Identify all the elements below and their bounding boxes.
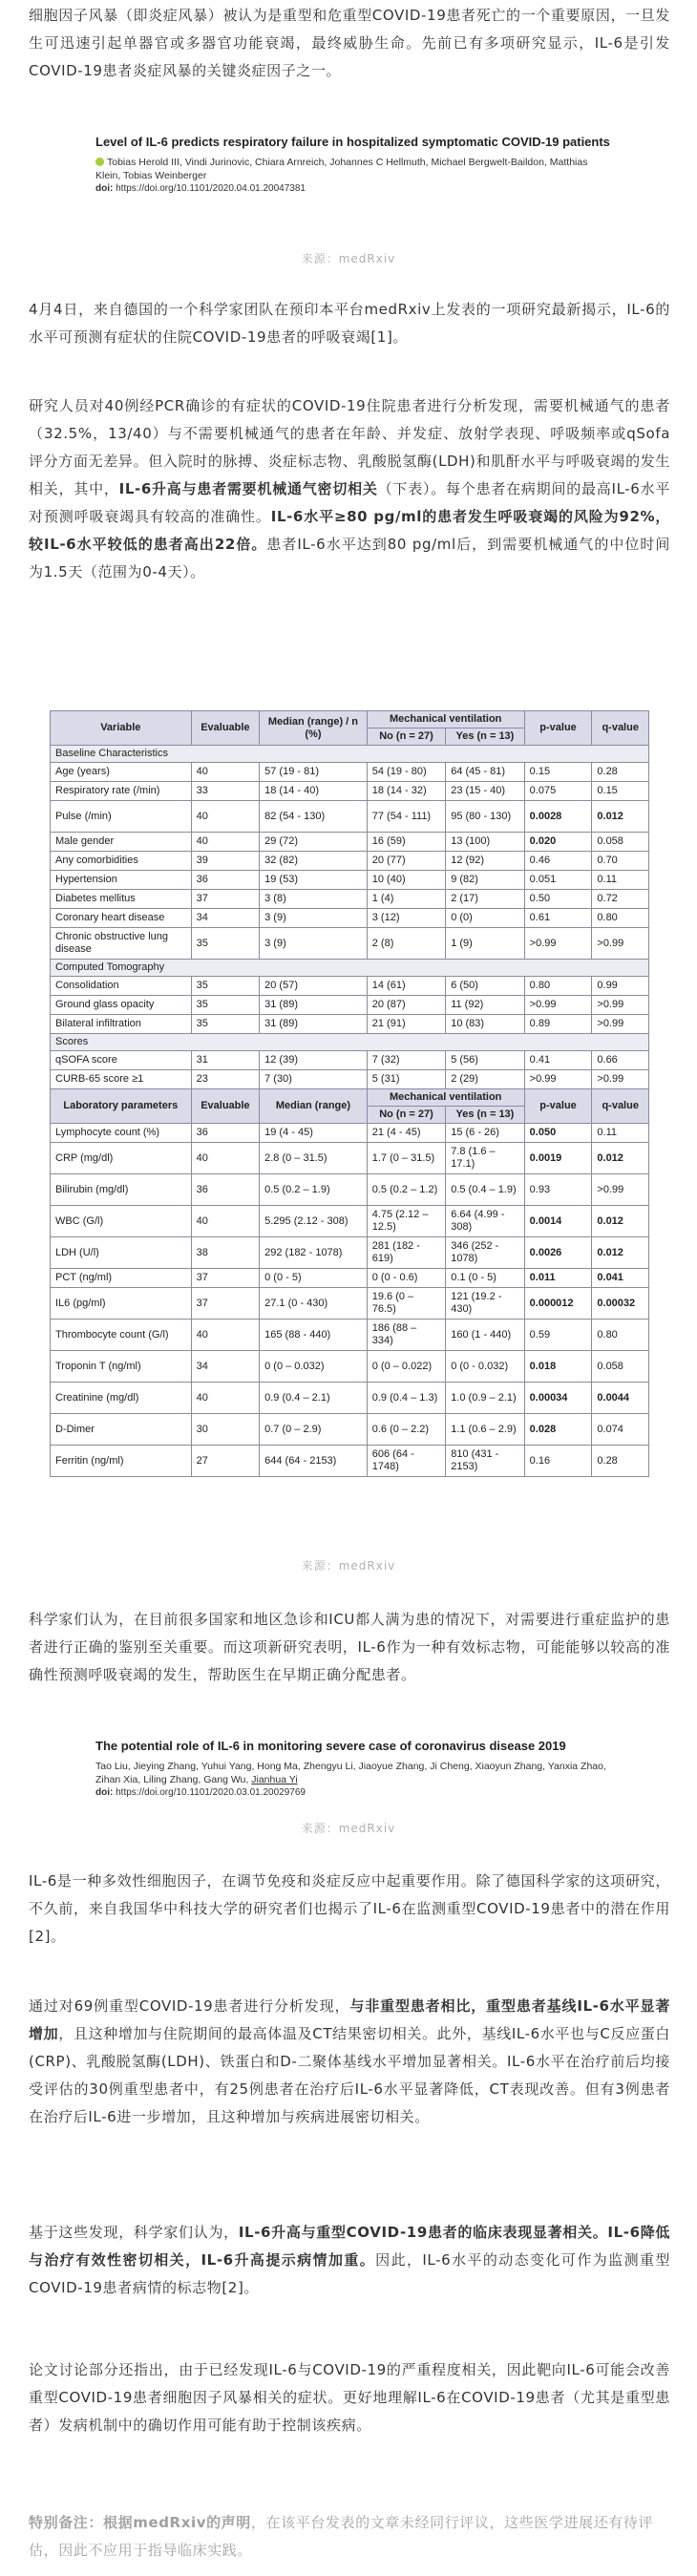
table-cell: 0 (0 – 0.032) xyxy=(260,1351,368,1383)
table-cell: Any comorbidities xyxy=(51,852,192,871)
table-cell: >0.99 xyxy=(592,996,649,1015)
table-row xyxy=(51,1124,649,1143)
table-cell: 0.15 xyxy=(592,782,649,801)
table-cell: 0.051 xyxy=(524,871,592,890)
table-cell: 0.0028 xyxy=(524,801,592,833)
table-row xyxy=(51,1015,649,1034)
paper-1-doi-link[interactable]: https://doi.org/10.1101/2020.04.01.20047381 xyxy=(116,183,306,194)
lab-header-no: No (n = 27) xyxy=(367,1107,445,1124)
table-row xyxy=(51,1174,649,1206)
table-row xyxy=(51,782,649,801)
table-cell: 39 xyxy=(191,852,260,871)
table-cell: 0.15 xyxy=(524,763,592,782)
table-cell: 19 (4 - 45) xyxy=(260,1124,368,1143)
table-cell: 292 (182 - 1078) xyxy=(260,1237,368,1269)
table-header-p: p-value xyxy=(524,711,592,746)
table-row xyxy=(51,1414,649,1446)
table-cell: 165 (88 - 440) xyxy=(260,1320,368,1351)
table-cell: 34 xyxy=(191,1351,260,1383)
table-cell: 7 (30) xyxy=(260,1070,368,1089)
table-section-title: Computed Tomography xyxy=(51,960,649,977)
paper-2-header xyxy=(95,1738,611,1800)
table-cell: 0.61 xyxy=(524,909,592,928)
table-cell: 0.93 xyxy=(524,1174,592,1206)
table-cell: Hypertension xyxy=(51,871,192,890)
table-cell: 40 xyxy=(191,833,260,852)
table-cell: Consolidation xyxy=(51,977,192,996)
lab-header-median: Median (range) xyxy=(260,1089,368,1124)
table-cell: Troponin T (ng/ml) xyxy=(51,1351,192,1383)
table-cell: 37 xyxy=(191,1269,260,1288)
table-section-row xyxy=(51,1034,649,1051)
table-cell: 27 xyxy=(191,1446,260,1477)
table-header-evaluable: Evaluable xyxy=(191,711,260,746)
table-cell: 35 xyxy=(191,977,260,996)
paper-1-title: Level of IL-6 predicts respiratory failure in hospitalized symptomatic COVID-19 patients xyxy=(95,135,610,149)
paper-1-authors: Tobias Herold III, Vindi Jurinovic, Chiara Arnreich, Johannes C Hellmuth, Michael Bergwelt-Baildon, Matthias Klein, Tobias Weinberger xyxy=(95,157,588,181)
table-cell: 810 (431 - 2153) xyxy=(446,1446,524,1477)
table-header-no: No (n = 27) xyxy=(367,728,445,746)
table-cell: 0 (0 - 0.6) xyxy=(367,1269,445,1288)
table-cell: 40 xyxy=(191,1206,260,1237)
table-cell: 10 (83) xyxy=(446,1015,524,1034)
table-cell: 19 (53) xyxy=(260,871,368,890)
table-row xyxy=(51,1351,649,1383)
table-cell: 121 (19.2 - 430) xyxy=(446,1288,524,1320)
table-row xyxy=(51,928,649,960)
table-cell: 0.011 xyxy=(524,1269,592,1288)
table-row xyxy=(51,763,649,782)
table-cell: 0.0044 xyxy=(592,1383,649,1414)
table-cell: 1.1 (0.6 – 2.9) xyxy=(446,1414,524,1446)
table-row xyxy=(51,1446,649,1477)
table-row xyxy=(51,801,649,833)
table-cell: 0.0014 xyxy=(524,1206,592,1237)
table-cell: 3 (8) xyxy=(260,890,368,909)
lab-header-mech: Mechanical ventilation xyxy=(367,1089,524,1107)
table-row xyxy=(51,833,649,852)
lab-header-evaluable: Evaluable xyxy=(191,1089,260,1124)
table-cell: 0.00034 xyxy=(524,1383,592,1414)
table-row xyxy=(51,852,649,871)
table-cell: 32 (82) xyxy=(260,852,368,871)
table-cell: >0.99 xyxy=(592,1015,649,1034)
table-cell: 5 (56) xyxy=(446,1051,524,1070)
table-cell: 0.16 xyxy=(524,1446,592,1477)
table-cell: 21 (4 - 45) xyxy=(367,1124,445,1143)
table-row xyxy=(51,1206,649,1237)
table-cell: 5 (31) xyxy=(367,1070,445,1089)
table-row xyxy=(51,996,649,1015)
table-cell: 0.70 xyxy=(592,852,649,871)
table-cell: Thrombocyte count (G/l) xyxy=(51,1320,192,1351)
table-cell: 0.11 xyxy=(592,871,649,890)
paper-1-header xyxy=(95,134,611,196)
table-cell: 40 xyxy=(191,801,260,833)
paragraph-3: 科学家们认为，在目前很多国家和地区急诊和ICU都人满为患的情况下，对需要进行重症监护的患者进行正确的鉴别至关重要。而这项新研究表明，IL-6作为一种有效标志物，可能能够以较高的准确性预测呼吸衰竭的发生，帮助医生在早期正确分配患者。 xyxy=(29,1611,670,1683)
table-row xyxy=(51,909,649,928)
table-cell: 0.0026 xyxy=(524,1237,592,1269)
table-cell: 34 xyxy=(191,909,260,928)
table-cell: 0.012 xyxy=(592,801,649,833)
table-row xyxy=(51,1070,649,1089)
table-cell: 16 (59) xyxy=(367,833,445,852)
table-cell: WBC (G/l) xyxy=(51,1206,192,1237)
table-cell: 0 (0 - 5) xyxy=(260,1269,368,1288)
table-cell: 0.020 xyxy=(524,833,592,852)
table-cell: 31 xyxy=(191,1051,260,1070)
table-cell: Coronary heart disease xyxy=(51,909,192,928)
table-cell: 57 (19 - 81) xyxy=(260,763,368,782)
paragraph-4: IL-6是一种多效性细胞因子，在调节免疫和炎症反应中起重要作用。除了德国科学家的这项研究，不久前，来自我国华中科技大学的研究者们也揭示了IL-6在监测重型COVID-19患者中的潜在作用[2]。 xyxy=(29,1872,670,1945)
table-cell: 0.074 xyxy=(592,1414,649,1446)
table-cell: Ground glass opacity xyxy=(51,996,192,1015)
clinical-table xyxy=(50,710,649,1477)
table-cell: 7.8 (1.6 – 17.1) xyxy=(446,1143,524,1174)
table-cell: 2.8 (0 – 31.5) xyxy=(260,1143,368,1174)
table-row xyxy=(51,1237,649,1269)
table-cell: 606 (64 - 1748) xyxy=(367,1446,445,1477)
paper-1-doi: doi: https://doi.org/10.1101/2020.04.01.20047381 xyxy=(95,183,306,194)
table-cell: 0.041 xyxy=(592,1269,649,1288)
table-cell: >0.99 xyxy=(592,1174,649,1206)
disclaimer-note: 特别备注：根据medRxiv的声明，在该平台发表的文章未经同行评议，这些医学进展还有待评估，因此不应用于指导临床实践。 xyxy=(29,2514,654,2559)
table-row xyxy=(51,890,649,909)
table-cell: 0.9 (0.4 – 2.1) xyxy=(260,1383,368,1414)
table-cell: 346 (252 - 1078) xyxy=(446,1237,524,1269)
table-cell: 40 xyxy=(191,1383,260,1414)
table-cell: 18 (14 - 40) xyxy=(260,782,368,801)
table-cell: 0.1 (0 - 5) xyxy=(446,1269,524,1288)
table-cell: D-Dimer xyxy=(51,1414,192,1446)
table-row xyxy=(51,1288,649,1320)
table-cell: 33 xyxy=(191,782,260,801)
table-cell: 12 (92) xyxy=(446,852,524,871)
paper-2-doi: doi: https://doi.org/10.1101/2020.03.01.20029769 xyxy=(95,1787,306,1798)
table-row xyxy=(51,1051,649,1070)
table-cell: 0.058 xyxy=(592,1351,649,1383)
table-cell: 20 (57) xyxy=(260,977,368,996)
paper-2-authors: Tao Liu, Jieying Zhang, Yuhui Yang, Hong Ma, Zhengyu Li, Jiaoyue Zhang, Ji Cheng, Xiaoyun Zhang, Yanxia Zhao, Zihan Xia, Liling Zhang, Gang Wu, Jianhua Yi xyxy=(95,1761,606,1785)
table-cell: 0.80 xyxy=(524,977,592,996)
disclaimer-note-highlight: 特别备注：根据medRxiv的声明 xyxy=(29,2514,251,2531)
table-cell: 38 xyxy=(191,1237,260,1269)
table-cell: 0.050 xyxy=(524,1124,592,1143)
table-cell: 20 (87) xyxy=(367,996,445,1015)
paper-2-author-link[interactable]: Jianhua Yi xyxy=(251,1774,298,1785)
table-cell: PCT (ng/ml) xyxy=(51,1269,192,1288)
table-cell: 0.72 xyxy=(592,890,649,909)
table-row xyxy=(51,977,649,996)
table-cell: 2 (29) xyxy=(446,1070,524,1089)
table-header-yes: Yes (n = 13) xyxy=(446,728,524,746)
table-cell: 4.75 (2.12 – 12.5) xyxy=(367,1206,445,1237)
table-row xyxy=(51,1320,649,1351)
table-cell: >0.99 xyxy=(592,928,649,960)
table-cell: 0.6 (0 – 2.2) xyxy=(367,1414,445,1446)
table-cell: 40 xyxy=(191,1143,260,1174)
table-cell: 14 (61) xyxy=(367,977,445,996)
table-cell: 0.46 xyxy=(524,852,592,871)
table-cell: 0.28 xyxy=(592,1446,649,1477)
table-cell: Creatinine (mg/dl) xyxy=(51,1383,192,1414)
table-cell: 3 (12) xyxy=(367,909,445,928)
table-cell: 9 (82) xyxy=(446,871,524,890)
table-cell: 19.6 (0 – 76.5) xyxy=(367,1288,445,1320)
paragraph-6-highlight: IL-6升高与重型COVID-19患者的临床表现显著相关。IL-6降低与治疗有效性密切相关，IL-6升高提示病情加重。 xyxy=(29,2224,671,2269)
table-cell: 0.075 xyxy=(524,782,592,801)
table-cell: 35 xyxy=(191,928,260,960)
table-cell: 23 (15 - 40) xyxy=(446,782,524,801)
table-cell: 11 (92) xyxy=(446,996,524,1015)
table-cell: 0.80 xyxy=(592,909,649,928)
table-cell: 64 (45 - 81) xyxy=(446,763,524,782)
table-cell: 95 (80 - 130) xyxy=(446,801,524,833)
table-cell: 35 xyxy=(191,1015,260,1034)
table-cell: 54 (19 - 80) xyxy=(367,763,445,782)
table-cell: 0.50 xyxy=(524,890,592,909)
table-cell: qSOFA score xyxy=(51,1051,192,1070)
table-cell: 0.28 xyxy=(592,763,649,782)
table-cell: >0.99 xyxy=(524,996,592,1015)
table-cell: 0.66 xyxy=(592,1051,649,1070)
table-section-row xyxy=(51,960,649,977)
table-cell: 21 (91) xyxy=(367,1015,445,1034)
table-cell: Bilirubin (mg/dl) xyxy=(51,1174,192,1206)
paragraph-5: 通过对69例重型COVID-19患者进行分析发现，与非重型患者相比，重型患者基线IL-6水平显著增加，且这种增加与住院期间的最高体温及CT结果密切相关。此外，基线IL-6水平也与C反应蛋白(CRP)、乳酸脱氢酶(LDH)、铁蛋白和D-二聚体基线水平增加显著相关。IL-6水平在治疗前后均接受评估的30例重型患者中，有25例患者在治疗后IL-6水平显著降低，CT表现改善。但有3例患者在治疗后IL-6进一步增加，且这种增加与疾病进展密切相关。 xyxy=(29,1997,671,2125)
table-cell: 18 (14 - 32) xyxy=(367,782,445,801)
table-cell: 0.5 (0.2 – 1.2) xyxy=(367,1174,445,1206)
paragraph-2-highlight-2: IL-6水平≥80 pg/ml的患者发生呼吸衰竭的风险为92%，较IL-6水平较低的患者高出22倍。 xyxy=(29,508,670,553)
table-cell: 13 (100) xyxy=(446,833,524,852)
table-cell: 40 xyxy=(191,763,260,782)
table-header-median: Median (range) / n (%) xyxy=(260,711,368,746)
table-header-variable: Variable xyxy=(51,711,192,746)
table-cell: IL6 (pg/ml) xyxy=(51,1288,192,1320)
table-cell: Pulse (/min) xyxy=(51,801,192,833)
table-cell: 0.018 xyxy=(524,1351,592,1383)
table-cell: 36 xyxy=(191,1174,260,1206)
lab-header-q: q-value xyxy=(592,1089,649,1124)
table-header-q: q-value xyxy=(592,711,649,746)
image-caption-2: 来源：medRxiv xyxy=(301,1559,396,1573)
table-cell: 0.41 xyxy=(524,1051,592,1070)
lab-header-yes: Yes (n = 13) xyxy=(446,1107,524,1124)
table-row xyxy=(51,1269,649,1288)
table-cell: 0.012 xyxy=(592,1143,649,1174)
table-cell: 7 (32) xyxy=(367,1051,445,1070)
table-cell: Lymphocyte count (%) xyxy=(51,1124,192,1143)
table-cell: 644 (64 - 2153) xyxy=(260,1446,368,1477)
table-cell: 29 (72) xyxy=(260,833,368,852)
table-cell: 10 (40) xyxy=(367,871,445,890)
table-cell: LDH (U/l) xyxy=(51,1237,192,1269)
table-cell: >0.99 xyxy=(524,1070,592,1089)
paragraph-7: 论文讨论部分还指出，由于已经发现IL-6与COVID-19的严重程度相关，因此靶向IL-6可能会改善重型COVID-19患者细胞因子风暴相关的症状。更好地理解IL-6在COVID-19患者（尤其是重型患者）发病机制中的确切作用可能有助于控制该疾病。 xyxy=(29,2361,670,2434)
table-section-row xyxy=(51,746,649,763)
table-cell: Ferritin (ng/ml) xyxy=(51,1446,192,1477)
table-cell: 0.5 (0.2 – 1.9) xyxy=(260,1174,368,1206)
table-section-title: Baseline Characteristics xyxy=(51,746,649,763)
paper-2-title: The potential role of IL-6 in monitoring severe case of coronavirus disease 2019 xyxy=(95,1739,566,1753)
table-cell: 1.0 (0.9 – 2.1) xyxy=(446,1383,524,1414)
table-cell: >0.99 xyxy=(592,1070,649,1089)
paragraph-2-highlight-1: IL-6升高与患者需要机械通气密切相关 xyxy=(118,480,378,497)
table-cell: 36 xyxy=(191,1124,260,1143)
table-cell: CRP (mg/dl) xyxy=(51,1143,192,1174)
table-cell: 160 (1 - 440) xyxy=(446,1320,524,1351)
table-cell: 15 (6 - 26) xyxy=(446,1124,524,1143)
table-cell: 31 (89) xyxy=(260,996,368,1015)
paper-2-doi-link[interactable]: https://doi.org/10.1101/2020.03.01.20029769 xyxy=(116,1787,306,1798)
table-row xyxy=(51,871,649,890)
table-cell: 37 xyxy=(191,890,260,909)
table-cell: 30 xyxy=(191,1414,260,1446)
lab-header-row xyxy=(51,1089,649,1107)
table-cell: 37 xyxy=(191,1288,260,1320)
table-cell: 23 xyxy=(191,1070,260,1089)
table-cell: 0 (0) xyxy=(446,909,524,928)
paragraph-2: 研究人员对40例经PCR确诊的有症状的COVID-19住院患者进行分析发现，需要机械通气的患者（32.5%，13/40）与不需要机械通气的患者在年龄、并发症、放射学表现、呼吸频率或qSofa评分方面无差异。但入院时的脉搏、炎症标志物、乳酸脱氢酶(LDH)和肌酐水平与呼吸衰竭的发生相关，其中，IL-6升高与患者需要机械通气密切相关（下表）。每个患者在病期间的最高IL-6水平对预测呼吸衰竭具有较高的准确性。IL-6水平≥80 pg/ml的患者发生呼吸衰竭的风险为92%，较IL-6水平较低的患者高出22倍。患者IL-6水平达到80 pg/ml后，到需要机械通气的中位时间为1.5天（范围为0-4天）。 xyxy=(29,397,670,581)
table-cell: Chronic obstructive lung disease xyxy=(51,928,192,960)
table-cell: 0.59 xyxy=(524,1320,592,1351)
table-cell: 0.000012 xyxy=(524,1288,592,1320)
table-cell: 0.80 xyxy=(592,1320,649,1351)
lab-header-variable: Laboratory parameters xyxy=(51,1089,192,1124)
table-cell: CURB-65 score ≥1 xyxy=(51,1070,192,1089)
table-header-row xyxy=(51,711,649,728)
table-cell: 36 xyxy=(191,871,260,890)
table-cell: 0.012 xyxy=(592,1206,649,1237)
table-cell: 0.11 xyxy=(592,1124,649,1143)
table-cell: 0.012 xyxy=(592,1237,649,1269)
table-cell: 3 (9) xyxy=(260,928,368,960)
table-cell: 6.64 (4.99 - 308) xyxy=(446,1206,524,1237)
table-cell: Bilateral infiltration xyxy=(51,1015,192,1034)
paragraph-6: 基于这些发现，科学家们认为，IL-6升高与重型COVID-19患者的临床表现显著相关。IL-6降低与治疗有效性密切相关，IL-6升高提示病情加重。因此，IL-6水平的动态变化可作为监测重型COVID-19患者病情的标志物[2]。 xyxy=(29,2224,671,2296)
table-cell: 1.7 (0 – 31.5) xyxy=(367,1143,445,1174)
table-cell: 2 (8) xyxy=(367,928,445,960)
table-cell: Age (years) xyxy=(51,763,192,782)
table-cell: 6 (50) xyxy=(446,977,524,996)
table-cell: 35 xyxy=(191,996,260,1015)
table-cell: 27.1 (0 - 430) xyxy=(260,1288,368,1320)
clinical-data-table xyxy=(50,710,649,1477)
paragraph-5-highlight: 与非重型患者相比，重型患者基线IL-6水平显著增加 xyxy=(29,1997,671,2042)
table-cell: 5.295 (2.12 - 308) xyxy=(260,1206,368,1237)
image-caption-1: 来源：medRxiv xyxy=(301,252,396,265)
table-header-mech: Mechanical ventilation xyxy=(367,711,524,728)
table-cell: 1 (9) xyxy=(446,928,524,960)
table-cell: 20 (77) xyxy=(367,852,445,871)
table-row xyxy=(51,1143,649,1174)
table-cell: 186 (88 – 334) xyxy=(367,1320,445,1351)
table-cell: 281 (182 - 619) xyxy=(367,1237,445,1269)
table-cell: 0.0019 xyxy=(524,1143,592,1174)
table-cell: 77 (54 - 111) xyxy=(367,801,445,833)
table-cell: 0.89 xyxy=(524,1015,592,1034)
table-cell: 0 (0 - 0.032) xyxy=(446,1351,524,1383)
intro-paragraph: 细胞因子风暴（即炎症风暴）被认为是重型和危重型COVID-19患者死亡的一个重要原因，一旦发生可迅速引起单器官或多器官功能衰竭，最终威胁生命。先前已有多项研究显示，IL-6是引发COVID-19患者炎症风暴的关键炎症因子之一。 xyxy=(29,7,670,79)
table-cell: Diabetes mellitus xyxy=(51,890,192,909)
table-cell: 0.99 xyxy=(592,977,649,996)
table-cell: 12 (39) xyxy=(260,1051,368,1070)
table-cell: >0.99 xyxy=(524,928,592,960)
table-cell: 3 (9) xyxy=(260,909,368,928)
table-cell: 0.9 (0.4 – 1.3) xyxy=(367,1383,445,1414)
table-cell: 0.058 xyxy=(592,833,649,852)
table-row xyxy=(51,1383,649,1414)
table-cell: 2 (17) xyxy=(446,890,524,909)
table-cell: Respiratory rate (/min) xyxy=(51,782,192,801)
table-cell: 82 (54 - 130) xyxy=(260,801,368,833)
table-cell: 0.5 (0.4 – 1.9) xyxy=(446,1174,524,1206)
table-cell: 0.028 xyxy=(524,1414,592,1446)
table-cell: 0 (0 – 0.022) xyxy=(367,1351,445,1383)
table-cell: 0.00032 xyxy=(592,1288,649,1320)
table-cell: 1 (4) xyxy=(367,890,445,909)
table-cell: 0.7 (0 – 2.9) xyxy=(260,1414,368,1446)
orcid-icon xyxy=(95,158,104,166)
table-cell: 31 (89) xyxy=(260,1015,368,1034)
table-section-title: Scores xyxy=(51,1034,649,1051)
paragraph-1: 4月4日，来自德国的一个科学家团队在预印本平台medRxiv上发表的一项研究最新揭示，IL-6的水平可预测有症状的住院COVID-19患者的呼吸衰竭[1]。 xyxy=(29,301,670,346)
table-cell: Male gender xyxy=(51,833,192,852)
image-caption-3: 来源：medRxiv xyxy=(301,1822,396,1835)
table-cell: 40 xyxy=(191,1320,260,1351)
lab-header-p: p-value xyxy=(524,1089,592,1124)
